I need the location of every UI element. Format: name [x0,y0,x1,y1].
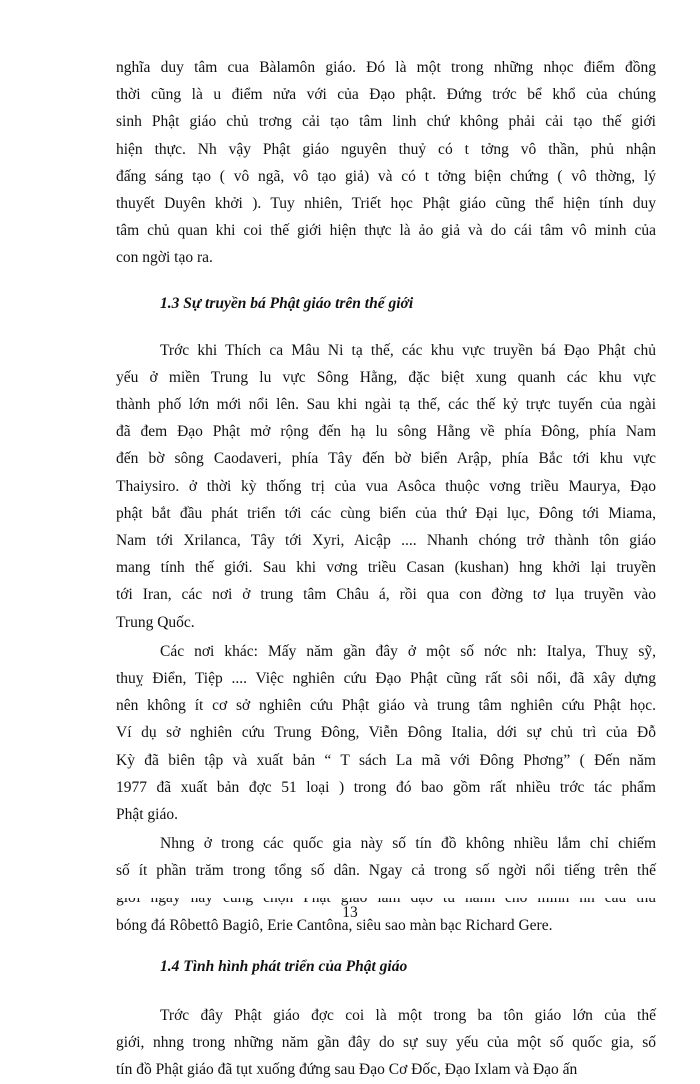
paragraph-buddhism-critique [116,54,656,272]
text-line: Phật giáo. [116,805,178,823]
text-line: đấng sáng tạo ( vô ngã, vô tạo giả) và có t tởng biện chứng ( vô thờng, lý [116,167,656,185]
text-line: yếu ở miền Trung lu vực Sông Hằng, đặc biệt xung quanh các khu vực [116,368,656,386]
text-line: đã đem Đạo Phật mở rộng đến hạ lu sông Hằng về phía Đông, phía Nam [116,423,656,441]
page-number: 13 [342,904,358,921]
text-line: Trung Quốc. [116,613,195,631]
text-line: giới, nhng trong những năm gần đây do sự suy yếu của một số quốc gia, số [116,1034,656,1052]
text-line: hiện thực. Nh vậy Phật giáo nguyên thuỷ có t tởng vô thần, phủ nhận [116,140,656,158]
text-line: bóng đá Rôbettô Bagiô, Erie Cantôna, siêu sao màn bạc Richard Gere. [116,916,553,934]
text-line: Nhng ở trong các quốc gia này số tín đồ không nhiều lắm chỉ chiếm [160,835,656,853]
text-line: thời cũng là u điểm nửa với của Đạo phật. Đứng trớc bể khổ của chúng [116,86,656,104]
text-line: đến bờ sông Caodaveri, phía Tây đến bờ biển Arập, phía Bắc tới khu vực [116,450,656,468]
paragraph-other-places [116,638,656,828]
spacer [116,272,656,290]
text-line: Trớc khi Thích ca Mâu Ni tạ thế, các khu vực truyền bá Đạo Phật chủ [160,341,656,359]
text-line: 1977 đã xuất bản đợc 51 loại ) trong đó bao gồm rất nhiều trớc tác phẩm [116,778,656,796]
text-line: thành phố lớn mới nổi lên. Sau khi ngài tạ thế, các thế kỷ trực tuyến của ngài [116,396,656,414]
text-line: mang tính thế giới. Sau khi vơng triều Casan (kushan) hng khởi lại truyền [116,559,656,577]
paragraph-spread-of-buddhism [116,337,656,636]
page-bottom-margin [0,884,700,898]
spacer [116,939,656,953]
text-line: sinh Phật giáo chủ trơng cải tạo tâm linh chứ không phải cải tạo thế giới [116,113,656,131]
text-line: nên không ít cơ sở nghiên cứu Phật giáo và trung tâm nghiên cứu Phật học. [116,697,656,715]
text-line: tâm chủ quan khi coi thế giới hiện thực là ảo giả và do cái tâm vô minh của [116,222,656,240]
text-line: Trớc đây Phật giáo đợc coi là một trong ba tôn giáo lớn của thế [160,1007,656,1025]
text-line: Nam tới Xrilanca, Tây tới Xyri, Aicập .... Nhanh chóng trở thành tôn giáo [116,532,656,550]
text-line: thuỵ Điển, Tiệp .... Việc nghiên cứu Đạo Phật cũng rất sôi nổi, đã xây dựng [116,669,656,687]
text-line: Ví dụ sở nghiên cứu Trung Đông, Viễn Đông Italia, dới sự chủ trì của Đỗ [116,724,656,742]
text-line: tới Iran, các nơi ở trung tâm Châu á, rồi qua con đờng tơ lụa truyền vào [116,586,656,604]
text-line: Thaiysiro. ở thời kỳ thống trị của vua Asôca thuộc vơng triều Maurya, Đạo [116,477,656,495]
paragraph-development [116,1002,656,1084]
section-heading-1-4: 1.4 Tình hình phát triển của Phật giáo [160,957,408,975]
spacer [116,317,656,337]
text-line: thuyết Duyên khởi ). Tuy nhiên, Triết học Phật giáo cũng thể hiện tính duy [116,194,656,212]
spacer [116,980,656,1002]
text-line: phật bắt đầu phát triển tới các cùng biển của thứ Đại lục, Đông tới Miama, [116,504,656,522]
text-line: Kỳ đã biên tập và xuất bản “ T sách La mã với Đông Phơng” ( Đến năm [116,751,656,769]
text-line: số ít phần trăm trong tổng số dân. Ngay cả trong số ngời nổi tiếng trên thế [116,862,656,880]
section-heading-1-3: 1.3 Sự truyền bá Phật giáo trên thế giới [160,294,414,312]
text-line: con ngời tạo ra. [116,249,213,267]
text-line: nghĩa duy tâm cua Bàlamôn giáo. Đó là một trong những nhọc điểm đồng [116,59,656,76]
text-line: Các nơi khác: Mấy năm gần đây ở một số nớc nh: Italya, Thuỵ sỹ, [160,642,656,660]
text-line: tín đồ Phật giáo đã tụt xuống đứng sau Đạo Cơ Đốc, Đạo Ixlam và Đạo ấn [116,1061,578,1079]
page-content [116,54,656,1084]
